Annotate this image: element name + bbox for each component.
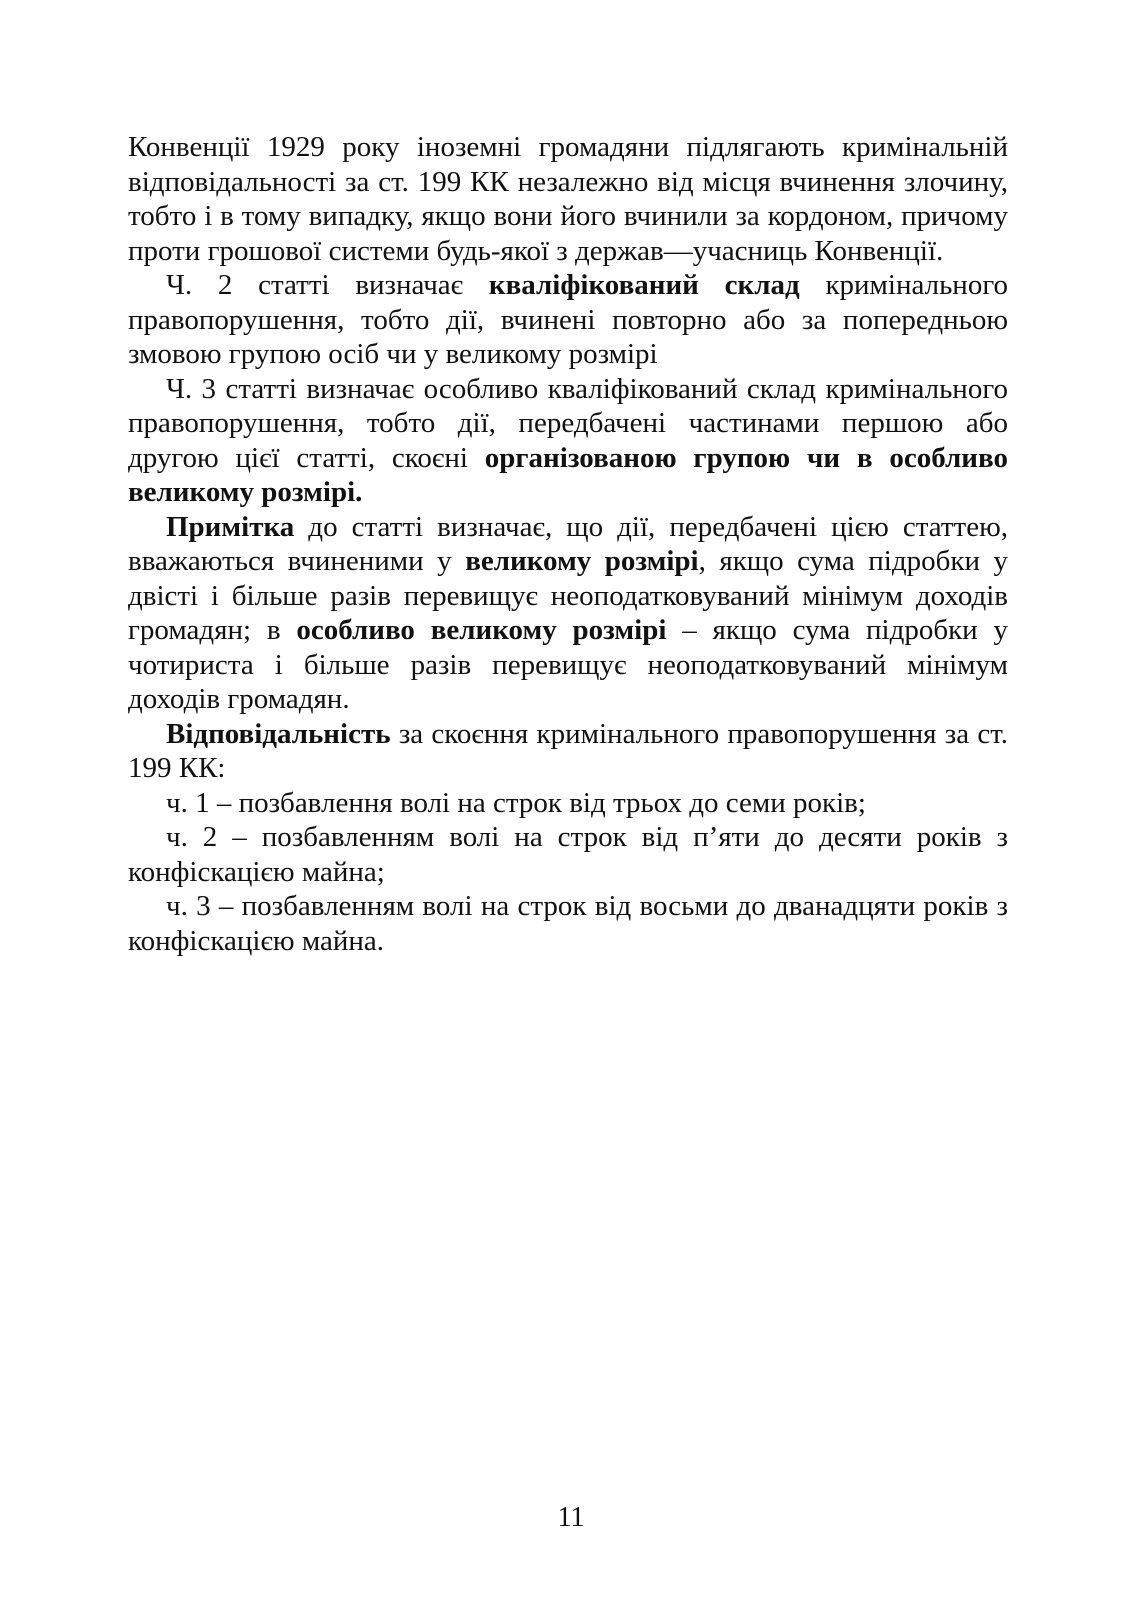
body-text (128, 130, 1008, 958)
text-run: ч. 3 – позбавленням волі на строк від восьми до дванадцяти років з конфіскацією майна. (128, 890, 1008, 957)
paragraph (128, 889, 1008, 958)
page-number: 11 (557, 1502, 585, 1533)
paragraph (128, 786, 1008, 821)
text-run: Конвенції 1929 року іноземні громадяни підлягають кримінальній відповідальності за ст. 199 КК незалежно від місця вчинення злочину, тобто і в тому випадку, якщо вони його вчинили за кордоном, причому проти грошової системи будь-якої з держав—учасниць Конвенції. (128, 131, 1008, 267)
bold-text-run: кваліфікований склад (488, 269, 800, 301)
text-run: Ч. 2 статті визначає (166, 269, 489, 301)
bold-text-run: особливо великому розмірі (296, 614, 667, 646)
paragraph (128, 717, 1008, 786)
text-run: , якщо сума підробки у двісті і більше разів перевищує неоподатковуваний мінімум доходів громадян; в (128, 545, 1008, 646)
text-run: кримінального правопорушення, тобто дії, вчинені повторно або за попередньою змовою групою осіб чи у великому розмірі (128, 269, 1008, 370)
text-run: Ч. 3 статті визначає особливо кваліфікований склад кримінального правопорушення, тобто дії, передбачені частинами першою або другою цієї статті, скоєні (128, 372, 1008, 474)
bold-text-run: організованою групою чи в особливо великому розмірі. (128, 441, 1008, 508)
text-run: за скоєння кримінального правопорушення за ст. 199 КК: (128, 717, 1008, 784)
paragraph (128, 130, 1008, 268)
bold-text-run: великому розмірі (465, 545, 699, 577)
paragraph (128, 372, 1008, 510)
text-run: до статті визначає, що дії, передбачені цією статтею, вважаються вчиненими у (128, 510, 1008, 577)
bold-text-run: Відповідальність (166, 717, 391, 750)
paragraph (128, 268, 1008, 372)
text-run: ч. 1 – позбавлення волі на строк від трьох до семи років; (166, 786, 866, 819)
text-run: – якщо сума підробки у чотириста і більше разів перевищує неоподатковуваний мінімум доходів громадян. (128, 614, 1008, 715)
paragraph (128, 820, 1008, 889)
paragraph (128, 510, 1008, 717)
bold-text-run: Примітка (166, 510, 295, 543)
text-run: ч. 2 – позбавленням волі на строк від п’яти до десяти років з конфіскацією майна; (128, 821, 1008, 888)
